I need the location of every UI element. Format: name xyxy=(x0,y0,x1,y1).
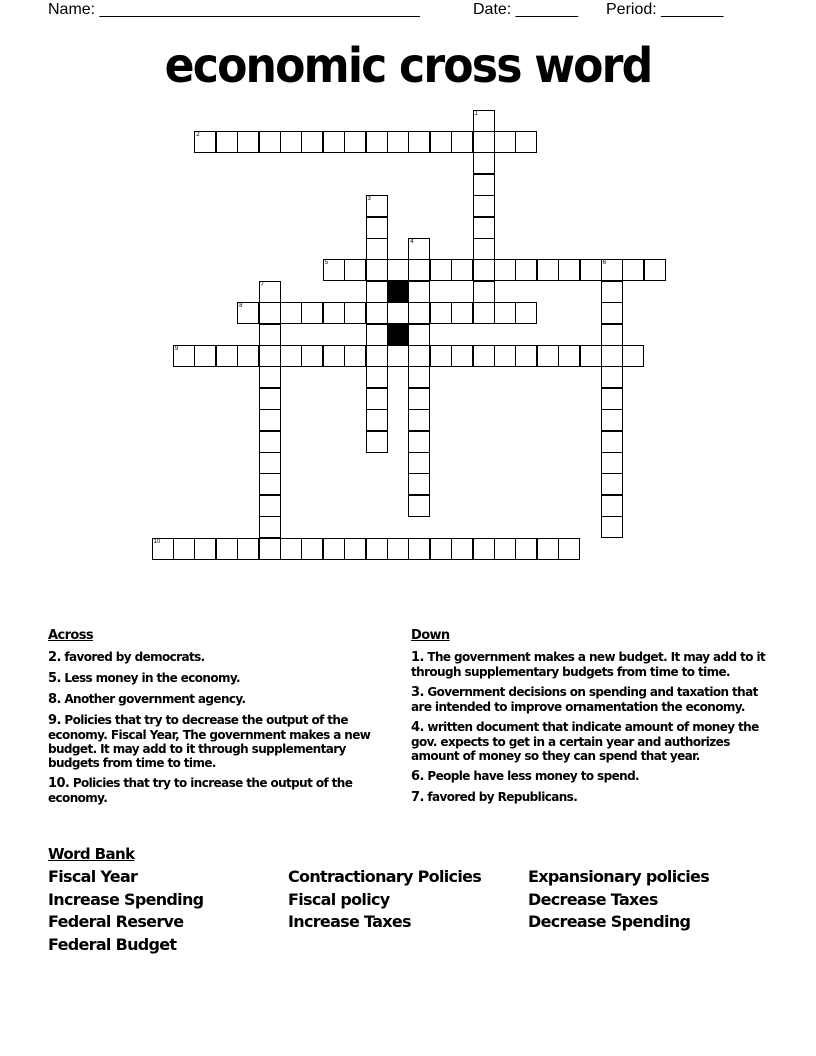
grid-cell[interactable] xyxy=(280,538,302,560)
date-field-label[interactable]: Date: _______ xyxy=(473,1,578,18)
grid-cell[interactable] xyxy=(259,516,281,538)
grid-cell[interactable] xyxy=(216,131,238,153)
word-bank-item: Expansionary policies xyxy=(528,867,710,886)
grid-cell[interactable] xyxy=(473,302,495,324)
word-bank-column-1 xyxy=(48,866,203,956)
grid-cell[interactable] xyxy=(515,131,537,153)
grid-cell[interactable] xyxy=(408,388,430,410)
grid-cell[interactable] xyxy=(366,366,388,388)
grid-cell[interactable] xyxy=(601,259,623,281)
grid-cell[interactable] xyxy=(473,174,495,196)
grid-cell[interactable] xyxy=(473,345,495,367)
grid-cell[interactable] xyxy=(515,345,537,367)
down-clue-list xyxy=(411,650,776,811)
across-clue-9: 9. Policies that try to decrease the output of the economy. Fiscal Year, The government makes a new budget. It may add to it through supplementary budgets from time to time. xyxy=(48,713,371,770)
grid-cell[interactable] xyxy=(494,259,516,281)
grid-cell[interactable] xyxy=(601,452,623,474)
grid-cell[interactable] xyxy=(194,131,216,153)
grid-cell[interactable] xyxy=(601,281,623,303)
grid-cell[interactable] xyxy=(408,473,430,495)
grid-cell[interactable] xyxy=(430,538,452,560)
across-clue-8: 8. Another government agency. xyxy=(48,692,246,707)
grid-cell[interactable] xyxy=(366,345,388,367)
grid-cell[interactable] xyxy=(451,259,473,281)
cell-number: 9 xyxy=(174,345,179,352)
grid-cell[interactable] xyxy=(408,366,430,388)
grid-cell[interactable] xyxy=(601,473,623,495)
grid-cell[interactable] xyxy=(344,131,366,153)
grid-cell[interactable] xyxy=(344,259,366,281)
grid-cell[interactable] xyxy=(515,538,537,560)
grid-cell[interactable] xyxy=(366,259,388,281)
grid-cell[interactable] xyxy=(237,538,259,560)
grid-cell[interactable] xyxy=(387,302,409,324)
grid-cell[interactable] xyxy=(644,259,666,281)
grid-cell[interactable] xyxy=(537,538,559,560)
grid-cell[interactable] xyxy=(387,131,409,153)
grid-cell[interactable] xyxy=(259,324,281,346)
grid-cell[interactable] xyxy=(323,259,345,281)
grid-cell[interactable] xyxy=(387,538,409,560)
grid-cell[interactable] xyxy=(451,345,473,367)
grid-cell[interactable] xyxy=(473,195,495,217)
grid-cell[interactable] xyxy=(451,538,473,560)
grid-cell[interactable] xyxy=(323,302,345,324)
grid-cell[interactable] xyxy=(194,345,216,367)
grid-cell[interactable] xyxy=(366,538,388,560)
grid-cell[interactable] xyxy=(194,538,216,560)
grid-cell[interactable] xyxy=(537,345,559,367)
grid-cell[interactable] xyxy=(601,324,623,346)
grid-cell[interactable] xyxy=(601,388,623,410)
grid-cell[interactable] xyxy=(301,538,323,560)
word-bank-column-2 xyxy=(288,866,481,934)
grid-cell[interactable] xyxy=(259,131,281,153)
grid-cell[interactable] xyxy=(366,324,388,346)
cell-number: 6 xyxy=(602,260,607,267)
grid-cell[interactable] xyxy=(152,538,174,560)
grid-cell[interactable] xyxy=(537,259,559,281)
grid-cell[interactable] xyxy=(387,345,409,367)
grid-cell[interactable] xyxy=(173,345,195,367)
grid-cell[interactable] xyxy=(494,538,516,560)
grid-cell[interactable] xyxy=(430,259,452,281)
grid-cell[interactable] xyxy=(366,302,388,324)
grid-cell[interactable] xyxy=(323,345,345,367)
grid-cell[interactable] xyxy=(408,238,430,260)
down-clue-7: 7. favored by Republicans. xyxy=(411,790,578,805)
grid-cell[interactable] xyxy=(408,345,430,367)
grid-cell[interactable] xyxy=(580,259,602,281)
grid-cell[interactable] xyxy=(344,302,366,324)
cell-number: 5 xyxy=(324,260,329,267)
grid-cell[interactable] xyxy=(173,538,195,560)
grid-cell[interactable] xyxy=(451,131,473,153)
down-clue-6: 6. People have less money to spend. xyxy=(411,769,640,784)
down-clue-1: 1. The government makes a new budget. It may add to it through supplementary budgets from time to time. xyxy=(411,650,766,679)
across-clue-list xyxy=(48,650,388,811)
grid-cell[interactable] xyxy=(558,259,580,281)
word-bank-item: Increase Taxes xyxy=(288,912,411,932)
grid-cell[interactable] xyxy=(601,516,623,538)
page-title: economic cross word xyxy=(164,38,652,94)
grid-cell[interactable] xyxy=(473,110,495,132)
grid-cell[interactable] xyxy=(366,195,388,217)
word-bank-item: Fiscal policy xyxy=(288,889,390,909)
grid-cell[interactable] xyxy=(323,538,345,560)
grid-cell[interactable] xyxy=(408,302,430,324)
grid-cell[interactable] xyxy=(344,538,366,560)
grid-cell[interactable] xyxy=(408,259,430,281)
down-clue-3: 3. Government decisions on spending and taxation that are intended to improve ornamentation the economy. xyxy=(411,685,758,714)
grid-cell[interactable] xyxy=(280,131,302,153)
grid-cell[interactable] xyxy=(473,217,495,239)
grid-cell[interactable] xyxy=(366,409,388,431)
grid-cell[interactable] xyxy=(259,431,281,453)
grid-cell[interactable] xyxy=(216,538,238,560)
grid-cell[interactable] xyxy=(237,345,259,367)
grid-cell[interactable] xyxy=(366,281,388,303)
grid-cell[interactable] xyxy=(366,131,388,153)
grid-cell[interactable] xyxy=(451,302,473,324)
word-bank-item: Fiscal Year xyxy=(48,867,138,886)
grid-cell[interactable] xyxy=(601,409,623,431)
cell-number: 10 xyxy=(153,538,161,545)
grid-cell[interactable] xyxy=(259,345,281,367)
grid-cell[interactable] xyxy=(237,131,259,153)
name-field-label[interactable]: Name: ____________________________________ xyxy=(48,1,420,18)
word-bank-item: Decrease Spending xyxy=(528,912,691,932)
cell-number: 3 xyxy=(367,196,371,203)
grid-cell[interactable] xyxy=(216,345,238,367)
grid-cell[interactable] xyxy=(408,452,430,474)
grid-cell[interactable] xyxy=(473,538,495,560)
grid-cell[interactable] xyxy=(601,302,623,324)
cell-number: 8 xyxy=(239,303,243,310)
grid-cell[interactable] xyxy=(301,345,323,367)
cell-number: 4 xyxy=(410,238,414,245)
grid-cell[interactable] xyxy=(515,259,537,281)
grid-cell[interactable] xyxy=(494,345,516,367)
grid-cell[interactable] xyxy=(473,152,495,174)
grid-cell[interactable] xyxy=(601,345,623,367)
grid-cell[interactable] xyxy=(366,217,388,239)
grid-block xyxy=(387,324,409,346)
grid-cell[interactable] xyxy=(430,345,452,367)
grid-cell[interactable] xyxy=(601,431,623,453)
cell-number: 1 xyxy=(474,110,478,117)
grid-cell[interactable] xyxy=(473,131,495,153)
grid-cell[interactable] xyxy=(323,131,345,153)
grid-cell[interactable] xyxy=(558,538,580,560)
grid-cell[interactable] xyxy=(494,302,516,324)
grid-cell[interactable] xyxy=(622,345,644,367)
word-bank-item: Federal Budget xyxy=(48,934,177,954)
grid-cell[interactable] xyxy=(408,409,430,431)
grid-cell[interactable] xyxy=(259,366,281,388)
grid-cell[interactable] xyxy=(515,302,537,324)
grid-cell[interactable] xyxy=(259,495,281,517)
word-bank-item: Decrease Taxes xyxy=(528,889,658,909)
grid-cell[interactable] xyxy=(580,345,602,367)
grid-cell[interactable] xyxy=(387,259,409,281)
grid-cell[interactable] xyxy=(408,431,430,453)
grid-cell[interactable] xyxy=(301,131,323,153)
grid-block xyxy=(387,281,409,303)
grid-cell[interactable] xyxy=(430,302,452,324)
word-bank-column-3 xyxy=(528,866,709,934)
grid-cell[interactable] xyxy=(366,388,388,410)
grid-cell[interactable] xyxy=(558,345,580,367)
across-clue-10: 10. Policies that try to increase the output of the economy. xyxy=(48,776,353,805)
period-field-label[interactable]: Period: _______ xyxy=(606,1,724,18)
grid-cell[interactable] xyxy=(473,238,495,260)
word-bank-item: Increase Spending xyxy=(48,889,204,909)
grid-cell[interactable] xyxy=(280,302,302,324)
grid-cell[interactable] xyxy=(366,238,388,260)
across-clue-5: 5. Less money in the economy. xyxy=(48,671,240,686)
grid-cell[interactable] xyxy=(408,495,430,517)
grid-cell[interactable] xyxy=(494,131,516,153)
grid-cell[interactable] xyxy=(430,131,452,153)
cell-number: 2 xyxy=(196,131,200,138)
grid-cell[interactable] xyxy=(601,366,623,388)
down-heading: Down xyxy=(411,628,450,643)
grid-cell[interactable] xyxy=(601,495,623,517)
grid-cell[interactable] xyxy=(344,345,366,367)
grid-cell[interactable] xyxy=(408,538,430,560)
grid-cell[interactable] xyxy=(408,131,430,153)
word-bank-heading: Word Bank xyxy=(48,845,135,863)
grid-cell[interactable] xyxy=(473,281,495,303)
grid-cell[interactable] xyxy=(408,324,430,346)
grid-cell[interactable] xyxy=(301,302,323,324)
grid-cell[interactable] xyxy=(259,281,281,303)
across-clue-2: 2. favored by democrats. xyxy=(48,650,205,665)
grid-cell[interactable] xyxy=(622,259,644,281)
grid-cell[interactable] xyxy=(408,281,430,303)
grid-cell[interactable] xyxy=(259,473,281,495)
grid-cell[interactable] xyxy=(237,302,259,324)
grid-cell[interactable] xyxy=(259,452,281,474)
word-bank-item: Federal Reserve xyxy=(48,912,184,932)
grid-cell[interactable] xyxy=(473,259,495,281)
grid-cell[interactable] xyxy=(259,409,281,431)
down-clue-4: 4. written document that indicate amount of money the gov. expects to get in a certain year and authorizes amount of money so they can spend that year. xyxy=(411,720,759,763)
across-heading: Across xyxy=(48,628,93,643)
grid-cell[interactable] xyxy=(259,388,281,410)
word-bank-item: Contractionary Policies xyxy=(288,867,482,886)
grid-cell[interactable] xyxy=(259,302,281,324)
grid-cell[interactable] xyxy=(259,538,281,560)
cell-number: 7 xyxy=(260,281,264,288)
grid-cell[interactable] xyxy=(280,345,302,367)
grid-cell[interactable] xyxy=(366,431,388,453)
